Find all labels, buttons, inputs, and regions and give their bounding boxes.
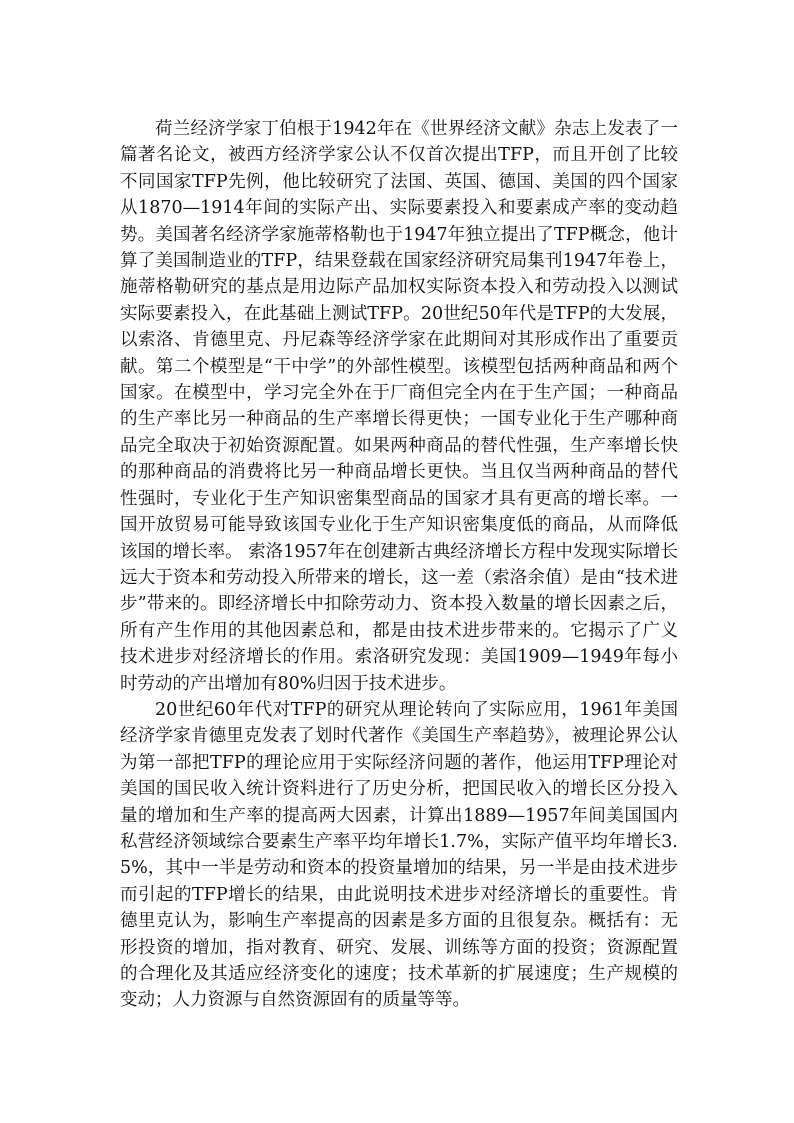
paragraph-tfp-origins: 荷兰经济学家丁伯根于1942年在《世界经济文献》杂志上发表了一篇著名论文，被西方经济学家公认不仅首次提出TFP，而且开创了比较不同国家TFP先例，他比较研究了法国、英国、德国、美国的四个国家从1870—1914年间的实际产出、实际要素投入和要素成产率的变动趋势。美国著名经济学家施蒂格勒也于1947年独立提出了TFP概念，他计算了美国制造业的TFP，结果登载在国家经济研究局集刊1947年卷上，施蒂格勒研究的基点是用边际产品加权实际资本投入和劳动投入以测试实际要素投入，在此基础上测试TFP。20世纪50年代是TFP的大发展，以索洛、肯德里克、丹尼森等经济学家在此期间对其形成作出了重要贡献。第二个模型是“干中学”的外部性模型。该模型包括两种商品和两个国家。在模型中，学习完全外在于厂商但完全内在于生产国；一种商品的生产率比另一种商品的生产率增长得更快；一国专业化于生产哪种商品完全取决于初始资源配置。如果两种商品的替代性强，生产率增长快的那种商品的消费将比另一种商品增长更快。当且仅当两种商品的替代性强时，专业化于生产知识密集型商品的国家才具有更高的增长率。一国开放贸易可能导致该国专业化于生产知识密集度低的商品，从而降低该国的增长率。 索洛1957年在创建新古典经济增长方程中发现实际增长远大于资本和劳动投入所带来的增长，这一差（索洛余值）是由“技术进步”带来的。即经济增长中扣除劳动力、资本投入数量的增长因素之后，所有产生作用的其他因素总和，都是由技术进步带来的。它揭示了广义技术进步对经济增长的作用。索洛研究发现：美国1909—1949年每小时劳动的产出增加有80%归因于技术进步。 bbox=[120, 119, 678, 694]
document-body bbox=[120, 116, 678, 1014]
paragraph-tfp-application: 20世纪60年代对TFP的研究从理论转向了实际应用，1961年美国经济学家肯德里克发表了划时代著作《美国生产率趋势》，被理论界公认为第一部把TFP的理论应用于实际经济问题的著作，他运用TFP理论对美国的国民收入统计资料进行了历史分析，把国民收入的增长区分投入量的增加和生产率的提高两大因素，计算出1889—1957年间美国国内私营经济领域综合要素生产率平均年增长1.7%，实际产值平均年增长3.5%，其中一半是劳动和资本的投资量增加的结果，另一半是由技术进步而引起的TFP增长的结果，由此说明技术进步对经济增长的重要性。肯德里克认为，影响生产率提高的因素是多方面的且很复杂。概括有：无形投资的增加，指对教育、研究、发展、训练等方面的投资；资源配置的合理化及其适应经济变化的速度；技术革新的扩展速度；生产规模的变动；人力资源与自然资源固有的质量等等。 bbox=[120, 699, 678, 1011]
